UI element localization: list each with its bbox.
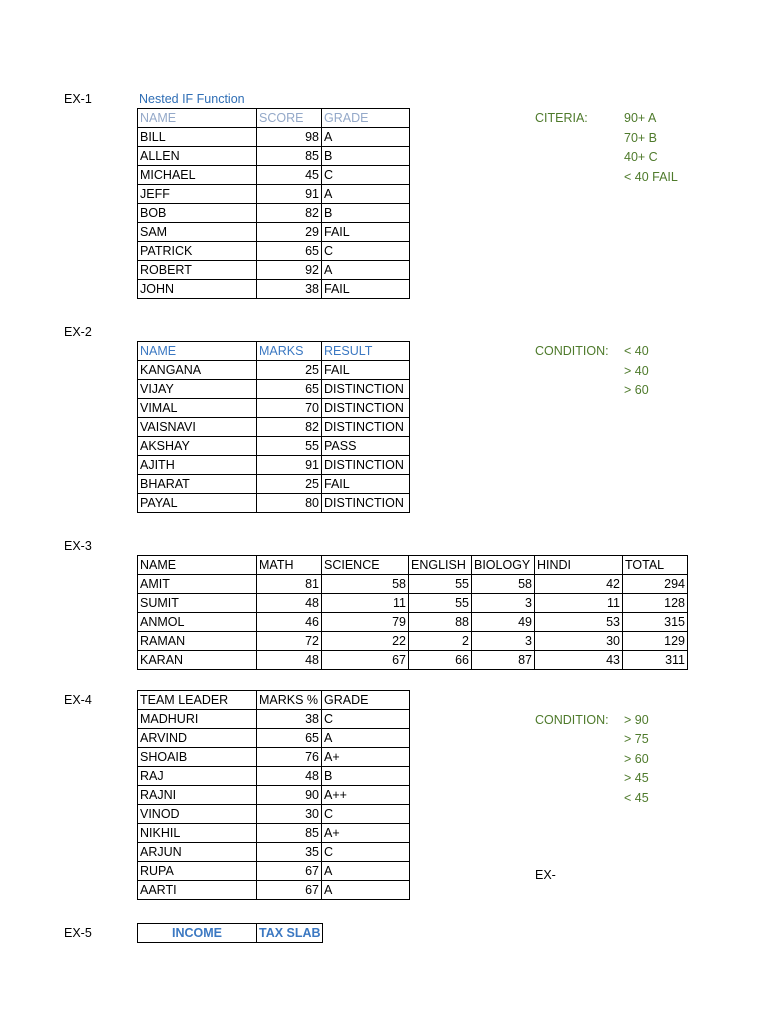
table-row [138, 204, 410, 223]
ex4-header-cell: GRADE [322, 691, 410, 710]
table-row [138, 456, 410, 475]
ex4-cell: 90 [257, 786, 322, 805]
table-row [138, 767, 410, 786]
ex4-cell: A++ [322, 786, 410, 805]
ex2-header-cell: NAME [138, 342, 257, 361]
table-row [138, 729, 410, 748]
table-row [138, 613, 688, 632]
ex4-header-row [138, 691, 410, 710]
ex4-cell: 85 [257, 824, 322, 843]
ex2-cell: FAIL [322, 361, 410, 380]
ex2-cell: DISTINCTION [322, 380, 410, 399]
ex3-cell: 88 [409, 613, 472, 632]
ex4-cell: ARVIND [138, 729, 257, 748]
ex2-cell: 25 [257, 361, 322, 380]
ex1-criteria-item: 70+ B [624, 130, 658, 145]
ex3-header-cell: HINDI [535, 556, 623, 575]
ex1-cell: PATRICK [138, 242, 257, 261]
ex1-cell: 38 [257, 280, 322, 299]
ex2-cell: 25 [257, 475, 322, 494]
ex4-header-cell: TEAM LEADER [138, 691, 257, 710]
table-row [138, 128, 410, 147]
ex1-cell: FAIL [322, 280, 410, 299]
table-row [138, 748, 410, 767]
ex2-conditions-item: > 60 [624, 383, 649, 398]
ex1-table [137, 108, 410, 299]
table-row [138, 280, 410, 299]
ex2-cell: VIJAY [138, 380, 257, 399]
ex2-label: EX-2 [64, 325, 92, 339]
ex3-cell: 55 [409, 575, 472, 594]
ex1-cell: B [322, 204, 410, 223]
ex2-conditions-item: < 40 [624, 344, 649, 358]
ex4-cell: C [322, 710, 410, 729]
ex1-cell: ALLEN [138, 147, 257, 166]
ex4-cell: 67 [257, 881, 322, 900]
ex3-cell: 72 [257, 632, 322, 651]
ex1-cell: JOHN [138, 280, 257, 299]
ex2-cell: 65 [257, 380, 322, 399]
table-row [138, 361, 410, 380]
ex4-cell: C [322, 843, 410, 862]
ex3-table [137, 555, 688, 670]
ex1-cell: 29 [257, 223, 322, 242]
table-row [138, 147, 410, 166]
ex1-cell: MICHAEL [138, 166, 257, 185]
ex4-cell: RAJNI [138, 786, 257, 805]
ex3-header-cell: NAME [138, 556, 257, 575]
ex3-cell: 3 [472, 594, 535, 613]
ex3-cell: 48 [257, 594, 322, 613]
ex3-cell: 66 [409, 651, 472, 670]
ex2-header-cell: RESULT [322, 342, 410, 361]
table-row [138, 651, 688, 670]
ex4-cell: 38 [257, 710, 322, 729]
ex2-header-cell: MARKS [257, 342, 322, 361]
ex3-header-cell: SCIENCE [322, 556, 409, 575]
ex3-cell: 46 [257, 613, 322, 632]
ex3-cell: KARAN [138, 651, 257, 670]
ex3-cell: 315 [623, 613, 688, 632]
ex3-cell: 11 [322, 594, 409, 613]
ex2-cell: PAYAL [138, 494, 257, 513]
ex1-cell: 91 [257, 185, 322, 204]
ex5-header-tax-slab: TAX SLAB [257, 924, 323, 943]
ex1-title: Nested IF Function [139, 92, 245, 106]
ex4-header-cell: MARKS % [257, 691, 322, 710]
ex3-cell: 58 [472, 575, 535, 594]
ex2-header-row [138, 342, 410, 361]
ex2-cell: BHARAT [138, 475, 257, 494]
ex1-header-cell: NAME [138, 109, 257, 128]
ex2-cell: KANGANA [138, 361, 257, 380]
ex3-cell: 311 [623, 651, 688, 670]
ex1-criteria-label: CITERIA: [535, 111, 588, 125]
ex4-cell: A [322, 862, 410, 881]
ex1-criteria-item: < 40 FAIL [624, 169, 678, 184]
ex3-cell: 48 [257, 651, 322, 670]
table-row [138, 594, 688, 613]
ex3-cell: 43 [535, 651, 623, 670]
ex4-conditions-item: > 45 [624, 771, 649, 786]
ex1-cell: 92 [257, 261, 322, 280]
ex4-conditions-item: > 90 [624, 713, 649, 727]
table-row [138, 242, 410, 261]
ex4-cell: ARJUN [138, 843, 257, 862]
table-row [138, 710, 410, 729]
ex1-cell: A [322, 128, 410, 147]
table-row [138, 475, 410, 494]
ex4-cell: MADHURI [138, 710, 257, 729]
ex1-cell: BILL [138, 128, 257, 147]
ex3-cell: 22 [322, 632, 409, 651]
table-row [138, 261, 410, 280]
ex2-cell: FAIL [322, 475, 410, 494]
ex3-cell: 42 [535, 575, 623, 594]
table-row [138, 166, 410, 185]
table-row [138, 575, 688, 594]
ex4-cell: VINOD [138, 805, 257, 824]
ex3-cell: 87 [472, 651, 535, 670]
ex3-header-row [138, 556, 688, 575]
table-row [138, 805, 410, 824]
ex3-cell: 81 [257, 575, 322, 594]
ex4-conditions-item: < 45 [624, 790, 649, 805]
ex4-conditions-item: > 60 [624, 751, 649, 766]
ex3-label: EX-3 [64, 539, 92, 553]
ex2-cell: DISTINCTION [322, 399, 410, 418]
ex4-cell: A [322, 881, 410, 900]
ex1-criteria-item: 40+ C [624, 150, 658, 165]
ex1-header-row [138, 109, 410, 128]
ex4-cell: C [322, 805, 410, 824]
ex5-header-income: INCOME [138, 924, 257, 943]
ex3-cell: 55 [409, 594, 472, 613]
table-row [138, 185, 410, 204]
ex2-cell: 80 [257, 494, 322, 513]
ex3-cell: 49 [472, 613, 535, 632]
ex2-cell: DISTINCTION [322, 494, 410, 513]
ex1-cell: ROBERT [138, 261, 257, 280]
ex4-cell: A [322, 729, 410, 748]
ex4-cell: 48 [257, 767, 322, 786]
ex2-cell: 82 [257, 418, 322, 437]
ex3-cell: 2 [409, 632, 472, 651]
table-row [138, 843, 410, 862]
ex1-cell: C [322, 166, 410, 185]
ex4-cell: 65 [257, 729, 322, 748]
ex1-cell: 85 [257, 147, 322, 166]
ex4-cell: SHOAIB [138, 748, 257, 767]
ex5-label: EX-5 [64, 926, 92, 940]
ex1-cell: 82 [257, 204, 322, 223]
table-row [138, 399, 410, 418]
ex3-cell: 53 [535, 613, 623, 632]
ex3-cell: AMIT [138, 575, 257, 594]
ex2-cell: 70 [257, 399, 322, 418]
ex3-cell: 30 [535, 632, 623, 651]
ex2-cell: AJITH [138, 456, 257, 475]
ex3-header-cell: MATH [257, 556, 322, 575]
ex4-cell: B [322, 767, 410, 786]
ex1-cell: 98 [257, 128, 322, 147]
ex3-cell: 67 [322, 651, 409, 670]
ex3-cell: 11 [535, 594, 623, 613]
ex5-header-row [138, 924, 323, 943]
ex2-table [137, 341, 410, 513]
table-row [138, 862, 410, 881]
ex1-label: EX-1 [64, 92, 92, 106]
table-row [138, 881, 410, 900]
ex3-header-cell: TOTAL [623, 556, 688, 575]
table-row [138, 380, 410, 399]
ex2-cell: AKSHAY [138, 437, 257, 456]
ex4-cell: 35 [257, 843, 322, 862]
ex2-cell: 55 [257, 437, 322, 456]
ex2-cell: VIMAL [138, 399, 257, 418]
ex1-cell: 65 [257, 242, 322, 261]
ex4-cell: NIKHIL [138, 824, 257, 843]
ex1-cell: A [322, 185, 410, 204]
ex3-header-cell: BIOLOGY [472, 556, 535, 575]
ex3-cell: 294 [623, 575, 688, 594]
ex1-header-cell: GRADE [322, 109, 410, 128]
ex1-criteria-item: 90+ A [624, 111, 657, 125]
ex2-conditions-item: > 40 [624, 363, 649, 378]
ex5-table [137, 923, 323, 943]
table-row [138, 786, 410, 805]
ex4-cell: A+ [322, 748, 410, 767]
ex2-cell: 91 [257, 456, 322, 475]
ex4-conditions-item: > 75 [624, 732, 649, 747]
ex2-cell: VAISNAVI [138, 418, 257, 437]
ex4-condition-label: CONDITION: [535, 713, 609, 727]
ex2-cell: PASS [322, 437, 410, 456]
ex3-cell: 129 [623, 632, 688, 651]
ex4-side-label: EX- [535, 868, 556, 882]
ex4-cell: AARTI [138, 881, 257, 900]
ex1-cell: B [322, 147, 410, 166]
ex4-cell: RAJ [138, 767, 257, 786]
ex3-cell: 128 [623, 594, 688, 613]
ex4-cell: 67 [257, 862, 322, 881]
ex1-cell: A [322, 261, 410, 280]
table-row [138, 437, 410, 456]
ex3-cell: 79 [322, 613, 409, 632]
ex3-cell: 58 [322, 575, 409, 594]
ex1-header-cell: SCORE [257, 109, 322, 128]
ex4-cell: A+ [322, 824, 410, 843]
ex2-cell: DISTINCTION [322, 418, 410, 437]
ex1-cell: FAIL [322, 223, 410, 242]
ex2-condition-label: CONDITION: [535, 344, 609, 358]
ex1-cell: 45 [257, 166, 322, 185]
ex4-table [137, 690, 410, 900]
ex3-cell: SUMIT [138, 594, 257, 613]
ex3-cell: ANMOL [138, 613, 257, 632]
ex4-cell: RUPA [138, 862, 257, 881]
table-row [138, 632, 688, 651]
ex3-header-cell: ENGLISH [409, 556, 472, 575]
ex3-cell: 3 [472, 632, 535, 651]
ex1-cell: SAM [138, 223, 257, 242]
ex1-cell: C [322, 242, 410, 261]
ex4-cell: 30 [257, 805, 322, 824]
table-row [138, 494, 410, 513]
ex3-cell: RAMAN [138, 632, 257, 651]
ex4-cell: 76 [257, 748, 322, 767]
ex1-cell: BOB [138, 204, 257, 223]
ex4-label: EX-4 [64, 693, 92, 707]
table-row [138, 418, 410, 437]
table-row [138, 223, 410, 242]
ex2-cell: DISTINCTION [322, 456, 410, 475]
table-row [138, 824, 410, 843]
ex1-cell: JEFF [138, 185, 257, 204]
